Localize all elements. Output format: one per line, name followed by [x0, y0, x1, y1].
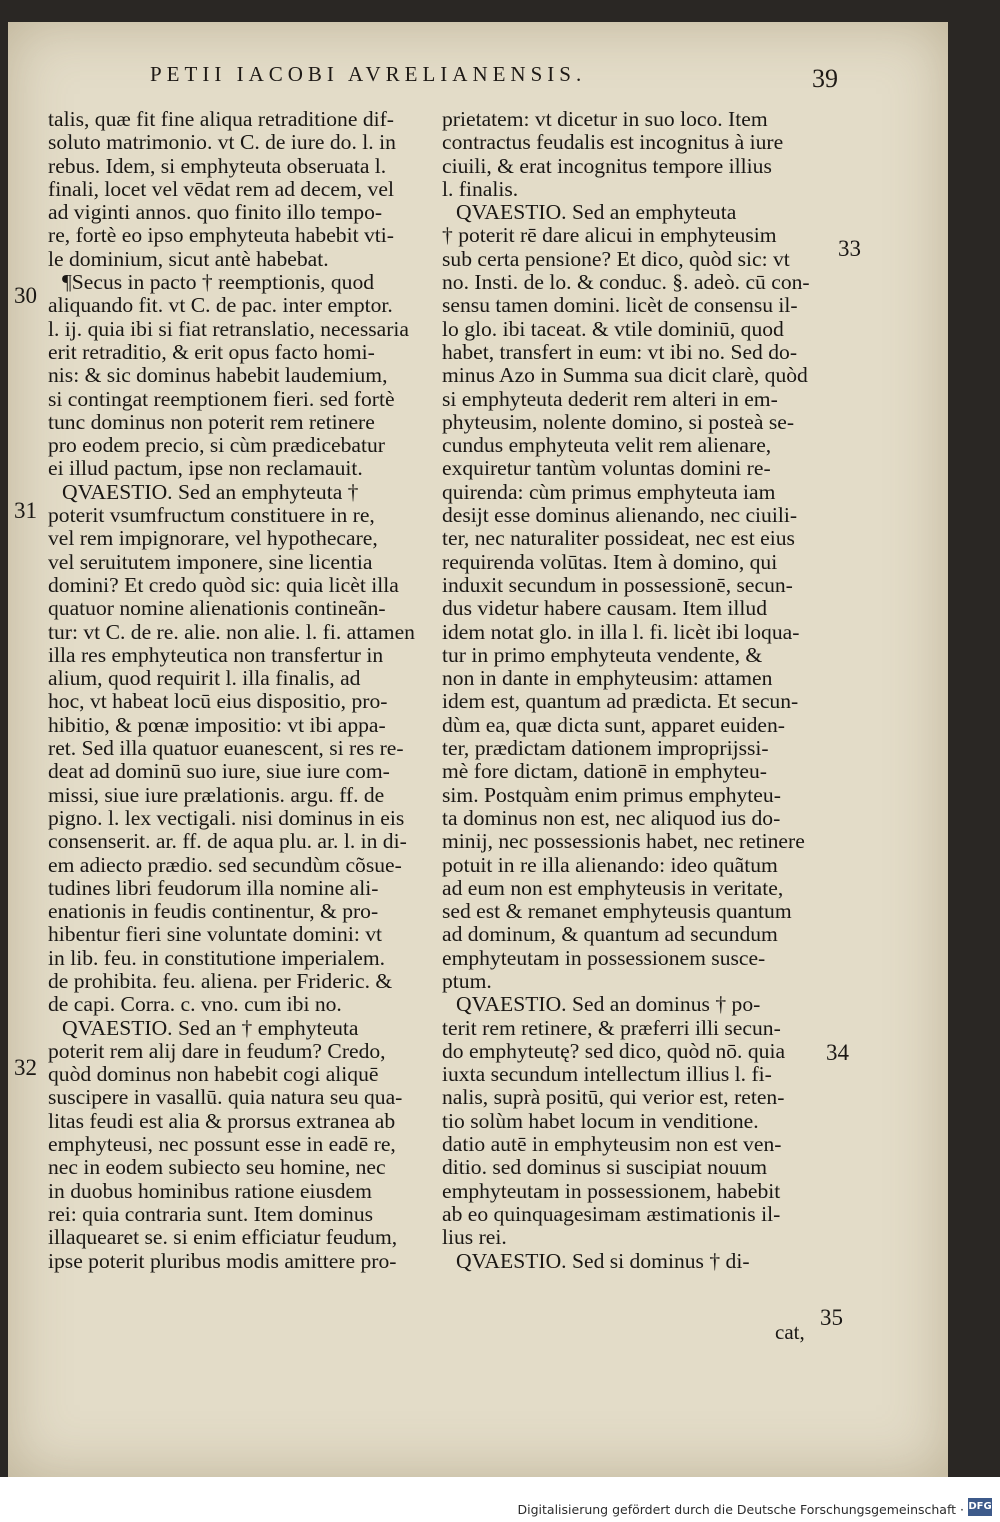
- text-line: si emphyteuta dederit rem alteri in em-: [442, 387, 778, 411]
- text-line: sensu tamen domini. licèt de consensu il-: [442, 294, 798, 318]
- text-line: tur: vt C. de re. alie. non alie. l. fi. attamen: [48, 620, 415, 644]
- text-line: le dominium, sicut antè habebat.: [48, 247, 329, 271]
- text-line: vel rem impignorare, vel hypothecare,: [48, 527, 378, 551]
- text-line: hoc, vt habeat locū eius dispositio, pro-: [48, 690, 388, 714]
- catchword: cat,: [775, 1320, 805, 1344]
- text-line: QVAESTIO. Sed an dominus † po-: [456, 993, 761, 1017]
- text-line: domini? Et credo quòd sic: quia licèt illa: [48, 573, 399, 597]
- text-line: iuxta secundum intellectum illius l. fi-: [442, 1063, 772, 1087]
- text-line: rebus. Idem, si emphyteuta obseruata l.: [48, 154, 387, 178]
- text-line: † poterit rē dare alicui in emphyteusim: [442, 224, 777, 248]
- right-text-column: [442, 108, 837, 1273]
- text-line: illaquearet se. si enim efficiatur feudum,: [48, 1226, 398, 1250]
- text-line: pigno. l. lex vectigali. nisi dominus in eis: [48, 806, 405, 830]
- text-line: pro eodem precio, si cùm prædicebatur: [48, 434, 385, 458]
- text-line: illa res emphyteutica non transfertur in: [48, 643, 384, 667]
- text-line: em adiecto prædio. sed secundùm cõsue-: [48, 853, 402, 877]
- margin-number: 35: [820, 1305, 843, 1330]
- text-line: sub certa pensione? Et dico, quòd sic: vt: [442, 247, 790, 271]
- text-line: mè fore dictam, dationē in emphyteu-: [442, 760, 767, 784]
- text-line: quòd dominus non habebit cogi aliquē: [48, 1063, 379, 1087]
- text-line: desijt esse dominus alienando, nec ciuili-: [442, 504, 798, 528]
- text-line: cundus emphyteuta velit rem alienare,: [442, 434, 772, 458]
- text-line: terit rem retinere, & præferri illi secun-: [442, 1016, 781, 1040]
- text-line: tur in primo emphyteuta vendente, &: [442, 643, 763, 667]
- text-line: sim. Postquàm enim primus emphyteu-: [442, 783, 781, 807]
- text-line: potuit in re illa alienando: ideo quãtum: [442, 853, 778, 877]
- text-line: QVAESTIO. Sed si dominus † di-: [456, 1249, 750, 1273]
- text-line: si contingat reemptionem fieri. sed fortè: [48, 387, 395, 411]
- text-line: ditio. sed dominus si suscipiat nouum: [442, 1156, 768, 1180]
- text-line: prietatem: vt dicetur in suo loco. Item: [442, 108, 768, 131]
- text-line: ei illud pactum, ipse non reclamauit.: [48, 457, 363, 481]
- text-line: lius rei.: [442, 1226, 507, 1250]
- text-line: tio solùm habet locum in venditione.: [442, 1109, 759, 1133]
- text-line: QVAESTIO. Sed an emphyteuta: [456, 201, 737, 225]
- text-line: ab eo quinquagesimam æstimationis il-: [442, 1202, 781, 1226]
- text-line: missi, siue iure prælationis. argu. ff. de: [48, 783, 385, 807]
- text-line: emphyteutam in possessionem, habebit: [442, 1179, 781, 1203]
- text-line: soluto matrimonio. vt C. de iure do. l. in: [48, 131, 396, 155]
- text-line: nis: & sic dominus habebit laudemium,: [48, 364, 388, 388]
- margin-number: 33: [838, 236, 861, 261]
- text-line: tudines libri feudorum illa nomine ali-: [48, 876, 379, 900]
- text-line: quirenda: cùm primus emphyteuta iam: [442, 480, 776, 504]
- text-line: QVAESTIO. Sed an † emphyteuta: [62, 1016, 359, 1040]
- text-line: ad eum non est emphyteusis in veritate,: [442, 876, 784, 900]
- text-line: poterit vsumfructum constituere in re,: [48, 504, 375, 528]
- margin-number: 32: [14, 1055, 37, 1080]
- text-line: alium, quod requirit l. illa finalis, ad: [48, 667, 361, 691]
- text-line: rei: quia contraria sunt. Item dominus: [48, 1202, 374, 1226]
- text-line: requirenda volūtas. Item à domino, qui: [442, 550, 778, 574]
- text-line: quatuor nomine alienationis contineãn-: [48, 597, 386, 621]
- text-line: vel seruitutem imponere, sine licentia: [48, 550, 373, 574]
- text-line: ¶Secus in pacto † reemptionis, quod: [62, 271, 375, 295]
- text-line: hibitio, & pœnæ impositio: vt ibi appa-: [48, 713, 386, 737]
- text-line: datio autē in emphyteusim non est ven-: [442, 1133, 782, 1157]
- text-line: induxit secundum in possessionē, secun-: [442, 573, 793, 597]
- text-line: ipse poterit pluribus modis amittere pro-: [48, 1249, 397, 1273]
- text-line: deat ad dominū suo iure, siue iure com-: [48, 760, 390, 784]
- text-line: suscipere in vasallū. quia natura seu qua-: [48, 1086, 403, 1110]
- text-line: nec in eodem subiecto seu homine, nec: [48, 1156, 386, 1180]
- text-line: enationis in feudis continentur, & pro-: [48, 900, 379, 924]
- text-line: de prohibita. feu. aliena. per Frideric. &: [48, 969, 393, 993]
- footer-credit: Digitalisierung gefördert durch die Deutsche Forschungsgemeinschaft ·: [517, 1502, 964, 1517]
- dfg-logo: DFG: [968, 1498, 992, 1516]
- folio-number: 39: [812, 64, 838, 93]
- text-line: ad viginti annos. quo finito illo tempo-: [48, 201, 383, 225]
- text-line: nalis, suprà positū, qui verior est, reten-: [442, 1086, 785, 1110]
- text-line: erit retraditio, & erit opus facto homi-: [48, 340, 375, 364]
- text-line: re, fortè eo ipso emphyteuta habebit vti-: [48, 224, 394, 248]
- text-line: idem notat glo. in illa l. fi. licèt ibi loqua-: [442, 620, 800, 644]
- text-line: do emphyteutę? sed dico, quòd nō. quia: [442, 1039, 786, 1063]
- text-line: phyteusim, nolente domino, si posteà se-: [442, 410, 795, 434]
- left-text-column: [48, 108, 433, 1273]
- text-line: in duobus hominibus ratione eiusdem: [48, 1179, 372, 1203]
- text-line: de capi. Corra. c. vno. cum ibi no.: [48, 993, 342, 1017]
- text-line: minus Azo in Summa sua dicit clarè, quòd: [442, 364, 808, 388]
- text-line: consenserit. ar. ff. de aqua plu. ar. l. in di-: [48, 830, 407, 854]
- text-line: exquiretur tantùm voluntas domini re-: [442, 457, 771, 481]
- text-line: QVAESTIO. Sed an emphyteuta †: [62, 480, 359, 504]
- margin-number: 31: [14, 498, 37, 523]
- text-line: no. Insti. de lo. & conduc. §. adeò. cū con-: [442, 271, 810, 295]
- text-line: non in dante in emphyteusim: attamen: [442, 667, 773, 691]
- text-line: hibentur fieri sine voluntate domini: vt: [48, 923, 383, 947]
- text-line: sed est & remanet emphyteusis quantum: [442, 900, 792, 924]
- text-line: minij, nec possessionis habet, nec retinere: [442, 830, 805, 854]
- text-line: lo glo. ibi taceat. & vtile dominiū, quod: [442, 317, 784, 341]
- text-line: ptum.: [442, 969, 492, 993]
- text-line: contractus feudalis est incognitus à iure: [442, 131, 784, 155]
- text-line: ciuili, & erat incognitus tempore illius: [442, 154, 772, 178]
- text-line: ta dominus non est, nec aliquod ius do-: [442, 806, 781, 830]
- running-title: PETII IACOBI AVRELIANENSIS.: [150, 62, 587, 86]
- text-line: ad dominum, & quantum ad secundum: [442, 923, 778, 947]
- margin-number: 30: [14, 283, 37, 308]
- text-line: emphyteusi, nec possunt esse in eadē re,: [48, 1133, 396, 1157]
- text-line: in lib. feu. in constitutione imperialem.: [48, 946, 386, 970]
- text-line: tunc dominus non poterit rem retinere: [48, 410, 375, 434]
- text-line: finali, locet vel vēdat rem ad decem, vel: [48, 177, 394, 201]
- text-line: l. finalis.: [442, 177, 519, 201]
- text-line: emphyteutam in possessionem susce-: [442, 946, 766, 970]
- text-line: habet, transfert in eum: vt ibi no. Sed do-: [442, 340, 798, 364]
- text-line: talis, quæ fit fine aliqua retraditione dif-: [48, 108, 394, 131]
- text-line: poterit rem alij dare in feudum? Credo,: [48, 1039, 386, 1063]
- text-line: idem est, quantum ad prædicta. Et secun-: [442, 690, 799, 714]
- text-line: dus videtur habere causam. Item illud: [442, 597, 768, 621]
- text-line: ret. Sed illa quatuor euanescent, si res re-: [48, 737, 404, 761]
- text-line: aliquando fit. vt C. de pac. inter emptor.: [48, 294, 393, 318]
- text-line: litas feudi est alia & prorsus extranea ab: [48, 1109, 396, 1133]
- text-line: ter, prædictam dationem improprijssi-: [442, 737, 769, 761]
- text-line: ter, nec naturaliter possideat, nec est eius: [442, 527, 795, 551]
- margin-number: 34: [826, 1040, 849, 1065]
- text-line: l. ij. quia ibi si fiat retranslatio, necessaria: [48, 317, 409, 341]
- text-line: dùm ea, quæ dicta sunt, apparet euiden-: [442, 713, 785, 737]
